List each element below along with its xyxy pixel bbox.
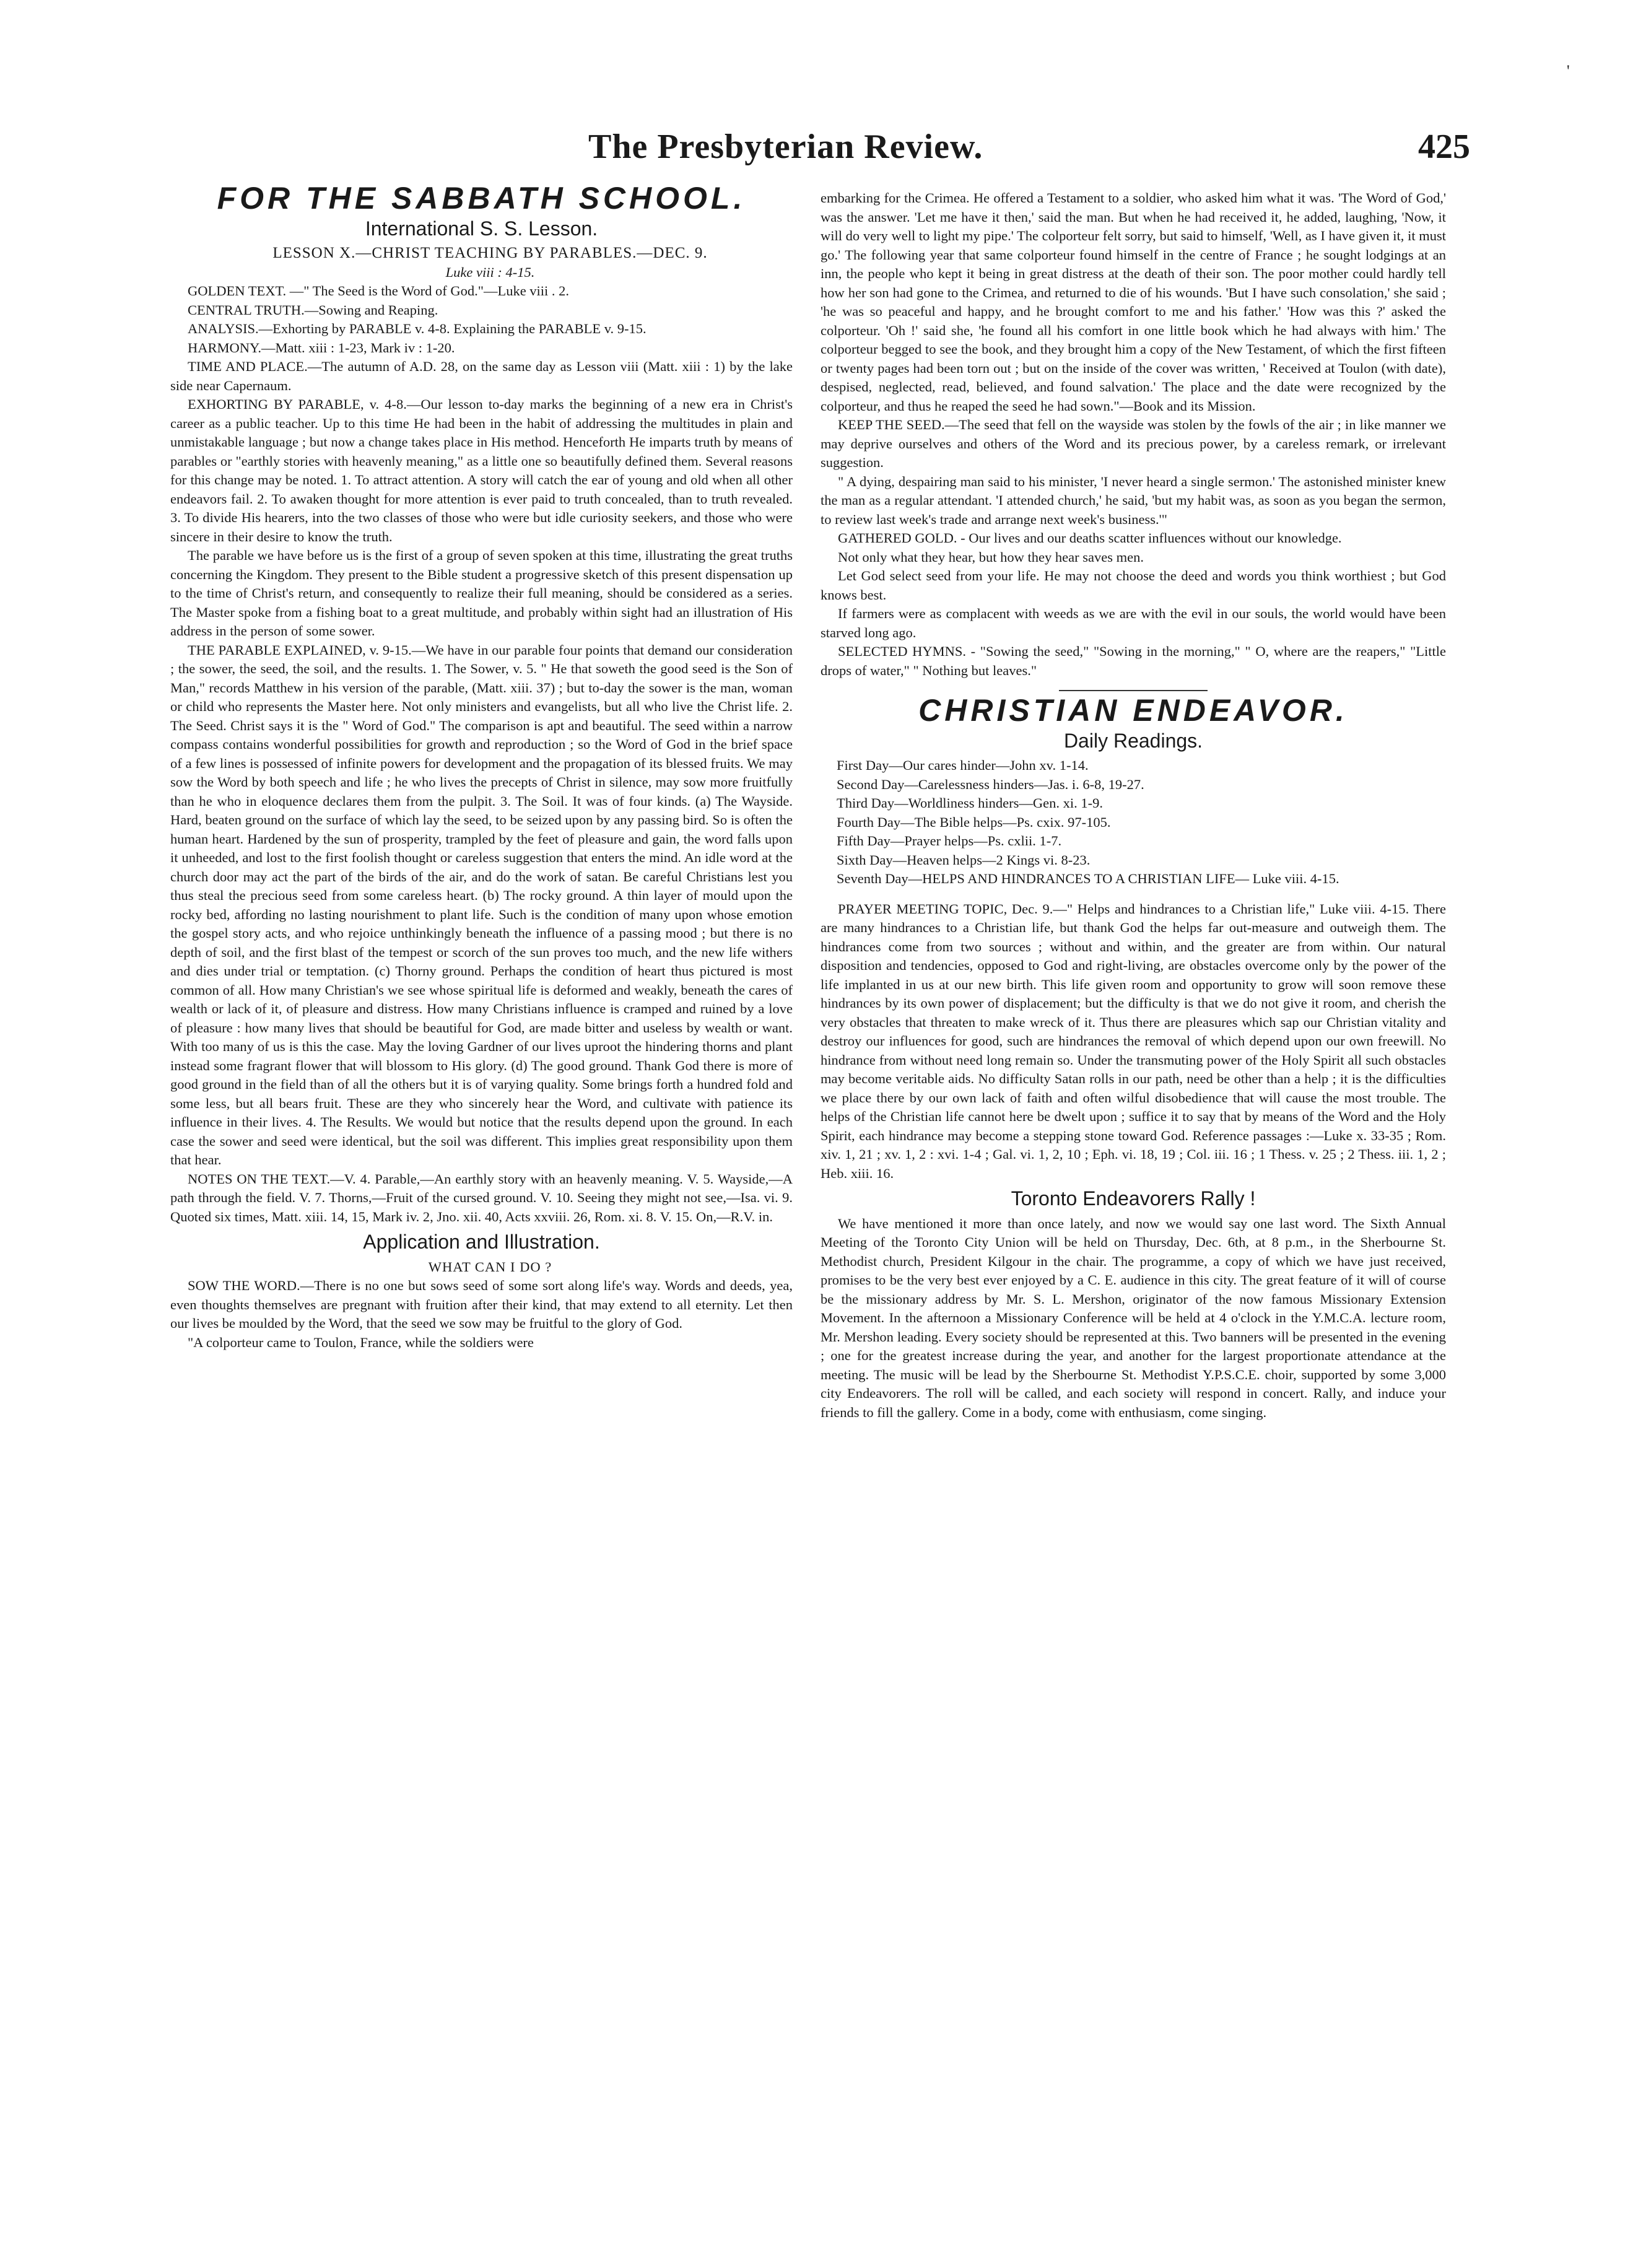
prayer-meeting-topic: PRAYER MEETING TOPIC, Dec. 9.—" Helps and hindrances to a Christian life," Luke viii. 4-15. There are many hindrances to a Christian life, but thank God the helps far out-measure and outweigh them. The hindrances come from two sources ; without and within, and the greater are from within. Our natural disposition and tendencies, opposed to God and right-living, are obstacles overcome only by the power of the life implanted in us at our new birth. This life given room and opportunity to grow will soon remove these hindrances by its own power of displacement; but the difficulty is that we do not give it room, and cherish the very obstacles that threaten to make wreck of it. Thus there are pleasures which sap our Christian vitality and destroy our influences for good, such are hindrances the removal of which depend upon our own freewill. No hindrance from without need long remain so. Under the transmuting power of the Holy Spirit all such obstacles may become veritable aids. No difficulty Satan rolls in our path, need be other than a help ; it is the difficulties we place there by our own lack of faith and often wilful disobedience that will cause the most trouble. The helps of the Christian life cannot here be dwelt upon ; suffice it to say that by means of the Word and the Holy Spirit, each hindrance may become a stepping stone toward God. Reference passages :—Luke x. 33-35 ; Rom. xiv. 1, 21 ; xv. 1, 2 : xvi. 1-4 ; Gal. vi. 1, 2, 10 ; Eph. vi. 18, 19 ; Col. iii. 16 ; 1 Thess. v. 25 ; 2 Thess. iii. 1, 2 ; Heb. xiii. 16. <box>821 901 1446 1181</box>
reading-day-4: Fourth Day—The Bible helps—Ps. cxix. 97-105. <box>837 814 1111 830</box>
daily-readings-list <box>837 756 1446 889</box>
left-column <box>170 181 793 1352</box>
central-truth: CENTRAL TRUTH.—Sowing and Reaping. <box>188 302 438 318</box>
right-column <box>821 189 1446 1422</box>
parable-group-paragraph: The parable we have before us is the first of a group of seven spoken at this time, illustrating the great truths concerning the Kingdom. They present to the Bible student a progressive sketch of this present dispensation up to the time of Christ's return, and consequently to realize their full meaning, should be considered as a series. The Master spoke from a fishing boat to a great multitude, and probably within sight had an illustration of His address in the person of some sower. <box>170 547 793 639</box>
analysis: ANALYSIS.—Exhorting by PARABLE v. 4-8. Explaining the PARABLE v. 9-15. <box>188 321 647 336</box>
lesson-reference: Luke viii : 4-15. <box>445 264 535 280</box>
lesson-line: LESSON X.—CHRIST TEACHING BY PARABLES.—DEC. 9. <box>272 245 708 261</box>
reading-day-2: Second Day—Carelessness hinders—Jas. i. 6-8, 19-27. <box>837 776 1144 792</box>
rally-title: Toronto Endeavorers Rally ! <box>1011 1187 1256 1210</box>
running-header <box>0 127 1646 177</box>
gold-line-1: Not only what they hear, but how they hear saves men. <box>838 549 1144 565</box>
selected-hymns: SELECTED HYMNS. - "Sowing the seed," "Sowing in the morning," " O, where are the reapers," "Little drops of water," " Nothing but leaves." <box>821 643 1446 678</box>
section-title-sabbath-school: FOR THE SABBATH SCHOOL. <box>217 181 746 216</box>
corner-mark: ' <box>1567 62 1570 80</box>
harmony: HARMONY.—Matt. xiii : 1-23, Mark iv : 1-20. <box>188 339 455 355</box>
section-divider <box>1059 690 1208 691</box>
colporteur-paragraph-start: "A colporteur came to Toulon, France, while the soldiers were <box>188 1334 534 1350</box>
notes-on-text: NOTES ON THE TEXT.—V. 4. Parable,—An earthly story with an heavenly meaning. V. 5. Wayside,—A path through the field. V. 7. Thorns,—Fruit of the cursed ground. V. 10. Seeing they might not see,—Isa. vi. 9. Quoted six times, Matt. xiii. 14, 15, Mark iv. 2, Jno. xii. 40, Acts xxviii. 26, Rom. xi. 8. V. 15. On,—R.V. in. <box>170 1171 793 1224</box>
application-subtitle: WHAT CAN I DO ? <box>428 1258 552 1275</box>
gold-line-3: If farmers were as complacent with weeds as we are with the evil in our souls, the world would have been starved long ago. <box>821 606 1446 640</box>
rally-paragraph: We have mentioned it more than once lately, and now we would say one last word. The Sixth Annual Meeting of the Toronto City Union will be held on Thursday, Dec. 6th, at 8 p.m., in the Sherbourne St. Methodist church, President Kilgour in the chair. The programme, a copy of which we have just received, promises to be the very best ever enjoyed by a C. E. audience in this city. The great feature of it will of course be the missionary address by Mr. S. L. Mershon, originator of the now famous Missionary Extension Movement. In the afternoon a Missionary Conference will be held at 4 o'clock in the Y.M.C.A. lecture room, Mr. Mershon leading. Every society should be represented at this. Two banners will be presented in the evening ; one for the greatest increase during the year, and another for the largest proportionate attendance at the meeting. The music will be lead by the Sherbourne St. Methodist Y.P.S.C.E. choir, supported by some 3,000 city Endeavorers. The roll will be called, and each society will respond in concert. Rally, and induce your friends to fill the gallery. Come in a body, come with enthusiasm, come singing. <box>821 1215 1446 1420</box>
reading-day-5: Fifth Day—Prayer helps—Ps. cxlii. 1-7. <box>837 833 1062 848</box>
reading-day-6: Sixth Day—Heaven helps—2 Kings vi. 8-23. <box>837 852 1091 868</box>
exhorting-paragraph: EXHORTING BY PARABLE, v. 4-8.—Our lesson to-day marks the beginning of a new era in Christ's career as a public teacher. Up to this time He had been in the habit of addressing the multitudes in plain and unmistakable language ; but now a change takes place in His method. Henceforth He imparts truth by means of parables or "earthly stories with heavenly meaning," as a little one so beautifully defined them. Several reasons for this change may be noted. 1. To attract attention. A story will catch the ear of young and old when all other endeavors fail. 2. To awaken thought for more attention is ever paid to truth concealed, than to truth revealed. 3. To divide His hearers, into the two classes of those who were but idle curiosity seekers, and those who were sincere in their desire to know the truth. <box>170 396 793 544</box>
sow-the-word-paragraph: SOW THE WORD.—There is no one but sows seed of some sort along life's way. Words and deeds, yea, even thoughts themselves are pregnant with fruition after their kind, that may extend to all eternity. Let then our lives be moulded by the Word, that the seed we sow may be fruitful to the glory of God. <box>170 1278 793 1331</box>
lesson-subtitle: International S. S. Lesson. <box>365 217 598 240</box>
keep-the-seed: KEEP THE SEED.—The seed that fell on the wayside was stolen by the fowls of the air ; in like manner we may deprive ourselves and others of the Word and its precious power, by a careless remark, or irrelevant suggestion. <box>821 417 1446 470</box>
application-title: Application and Illustration. <box>363 1231 600 1253</box>
time-and-place: TIME AND PLACE.—The autumn of A.D. 28, on the same day as Lesson viii (Matt. xiii : 1) by the lake side near Capernaum. <box>170 359 793 393</box>
journal-title: The Presbyterian Review. <box>588 128 983 166</box>
page-number: 425 <box>1418 128 1470 166</box>
gathered-gold: GATHERED GOLD. - Our lives and our deaths scatter influences without our knowledge. <box>838 530 1342 546</box>
gold-line-2: Let God select seed from your life. He may not choose the deed and words you think worthiest ; but God knows best. <box>821 568 1446 603</box>
reading-day-7: Seventh Day—HELPS AND HINDRANCES TO A CHRISTIAN LIFE— Luke viii. 4-15. <box>837 871 1339 886</box>
golden-text: GOLDEN TEXT. —" The Seed is the Word of God."—Luke viii . 2. <box>188 283 570 299</box>
dying-man-anecdote: " A dying, despairing man said to his minister, 'I never heard a single sermon.' The astonished minister knew the man as a regular attendant. 'I attended church,' he said, 'but my habit was, as soon as you began the sermon, to review last week's trade and arrange next week's business.'" <box>821 473 1446 527</box>
reading-day-1: First Day—Our cares hinder—John xv. 1-14. <box>837 757 1089 773</box>
reading-day-3: Third Day—Worldliness hinders—Gen. xi. 1-9. <box>837 795 1103 811</box>
section-title-christian-endeavor: CHRISTIAN ENDEAVOR. <box>918 693 1348 728</box>
daily-readings-title: Daily Readings. <box>1063 729 1203 752</box>
colporteur-paragraph-cont: embarking for the Crimea. He offered a Testament to a soldier, who asked him what it was. 'The Word of God,' was the answer. 'Let me have it then,' said the man. But when he had received it, he added, laughing, 'Now, it will do very well to light my pipe.' The colporteur felt sorry, but said to himself, 'Well, as I have given it, it must go.' The following year that same colporteur found himself in the centre of France ; he sought lodgings at an inn, the people who kept it being in great distress at the death of their son. The poor mother could hardly tell how her son had gone to the Crimea, and returned to die of his wounds. 'But I have such consolation,' she said ; 'he was so peaceful and happy, and he brought comfort to me and his father.' 'How was this ?' asked the colporteur. 'Oh !' said she, 'he found all his comfort in one little book which he had always with him.' The colporteur begged to see the book, and they brought him a copy of the New Testament, of which the first fifteen or twenty pages had been torn out ; but on the inside of the cover was written, ' Received at Toulon (with date), despised, neglected, read, believed, and found salvation.' The place and the date were recognized by the colporteur, and thus he reaped the seed he had sown."—Book and its Mission. <box>821 190 1446 414</box>
parable-explained-paragraph: THE PARABLE EXPLAINED, v. 9-15.—We have in our parable four points that demand our consideration ; the sower, the seed, the soil, and the results. 1. The Sower, v. 5. " He that soweth the good seed is the Son of Man," records Matthew in his version of the parable, (Matt. xiii. 37) ; but to-day the sower is the man, woman or child who represents the Master here. Not only ministers and evangelists, but all who live the Christ life. 2. The Seed. Christ says it is the " Word of God." The comparison is apt and beautiful. The seed within a narrow compass contains wonderful possibilities for growth and reproduction ; so the Word of God in the brief space of a few lines is possessed of infinite powers for development and the propagation of its blessed fruits. We may sow the Word by both speech and life ; he who lives the precepts of Christ in silence, may sow more fruitfully than he who in eloquence declares them from the pulpit. 3. The Soil. It was of four kinds. (a) The Wayside. Hard, beaten ground on the surface of which lay the seed, to be seized upon by any passing bird. So is often the human heart. Hardened by the sun of prosperity, trampled by the feet of pleasure and gain, the word falls upon it unheeded, and lost to the first foolish thought or careless suggestion that enters the mind. An idle word at the church door may act the part of the birds of the air, and do the work of satan. Be careful Christians lest you thus steal the precious seed from some careless heart. (b) The rocky ground. A thin layer of mould upon the rocky bed, affording no lasting nourishment to plant life. Such is the condition of many upon whose emotion the gospel story acts, and who rejoice unthinkingly beneath the influence of a passing mood ; but there is no depth of soil, and the first blast of the tempest or scorch of the sun proves too much, and the new life withers and dies under trial or temptation. (c) Thorny ground. Perhaps the condition of heart thus pictured is most common of all. How many Christian's we see whose spiritual life is deformed and weakly, beneath the cares of wealth or lack of it, of pleasure and distress. How many Christians influence is cramped and ruined by a love of pleasure : how many lives that should be beautiful for God, are made bitter and useless by wealth or want. With too many of us is this the case. May the loving Gardner of our lives uproot the hindering thorns and plant instead some fragrant flower that will blossom to His glory. (d) The good ground. Thank God there is more of good ground in the field than of all the others but it is of varying quality. Some brings forth a hundred fold and some less, but all bears fruit. These are they who sincerely hear the Word, and cultivate with patience its influence in their lives. 4. The Results. We would but notice that the results depend upon the ground. In each case the sower and seed were identical, but the soil was different. This implies great responsibility upon them that hear. <box>170 642 793 1167</box>
